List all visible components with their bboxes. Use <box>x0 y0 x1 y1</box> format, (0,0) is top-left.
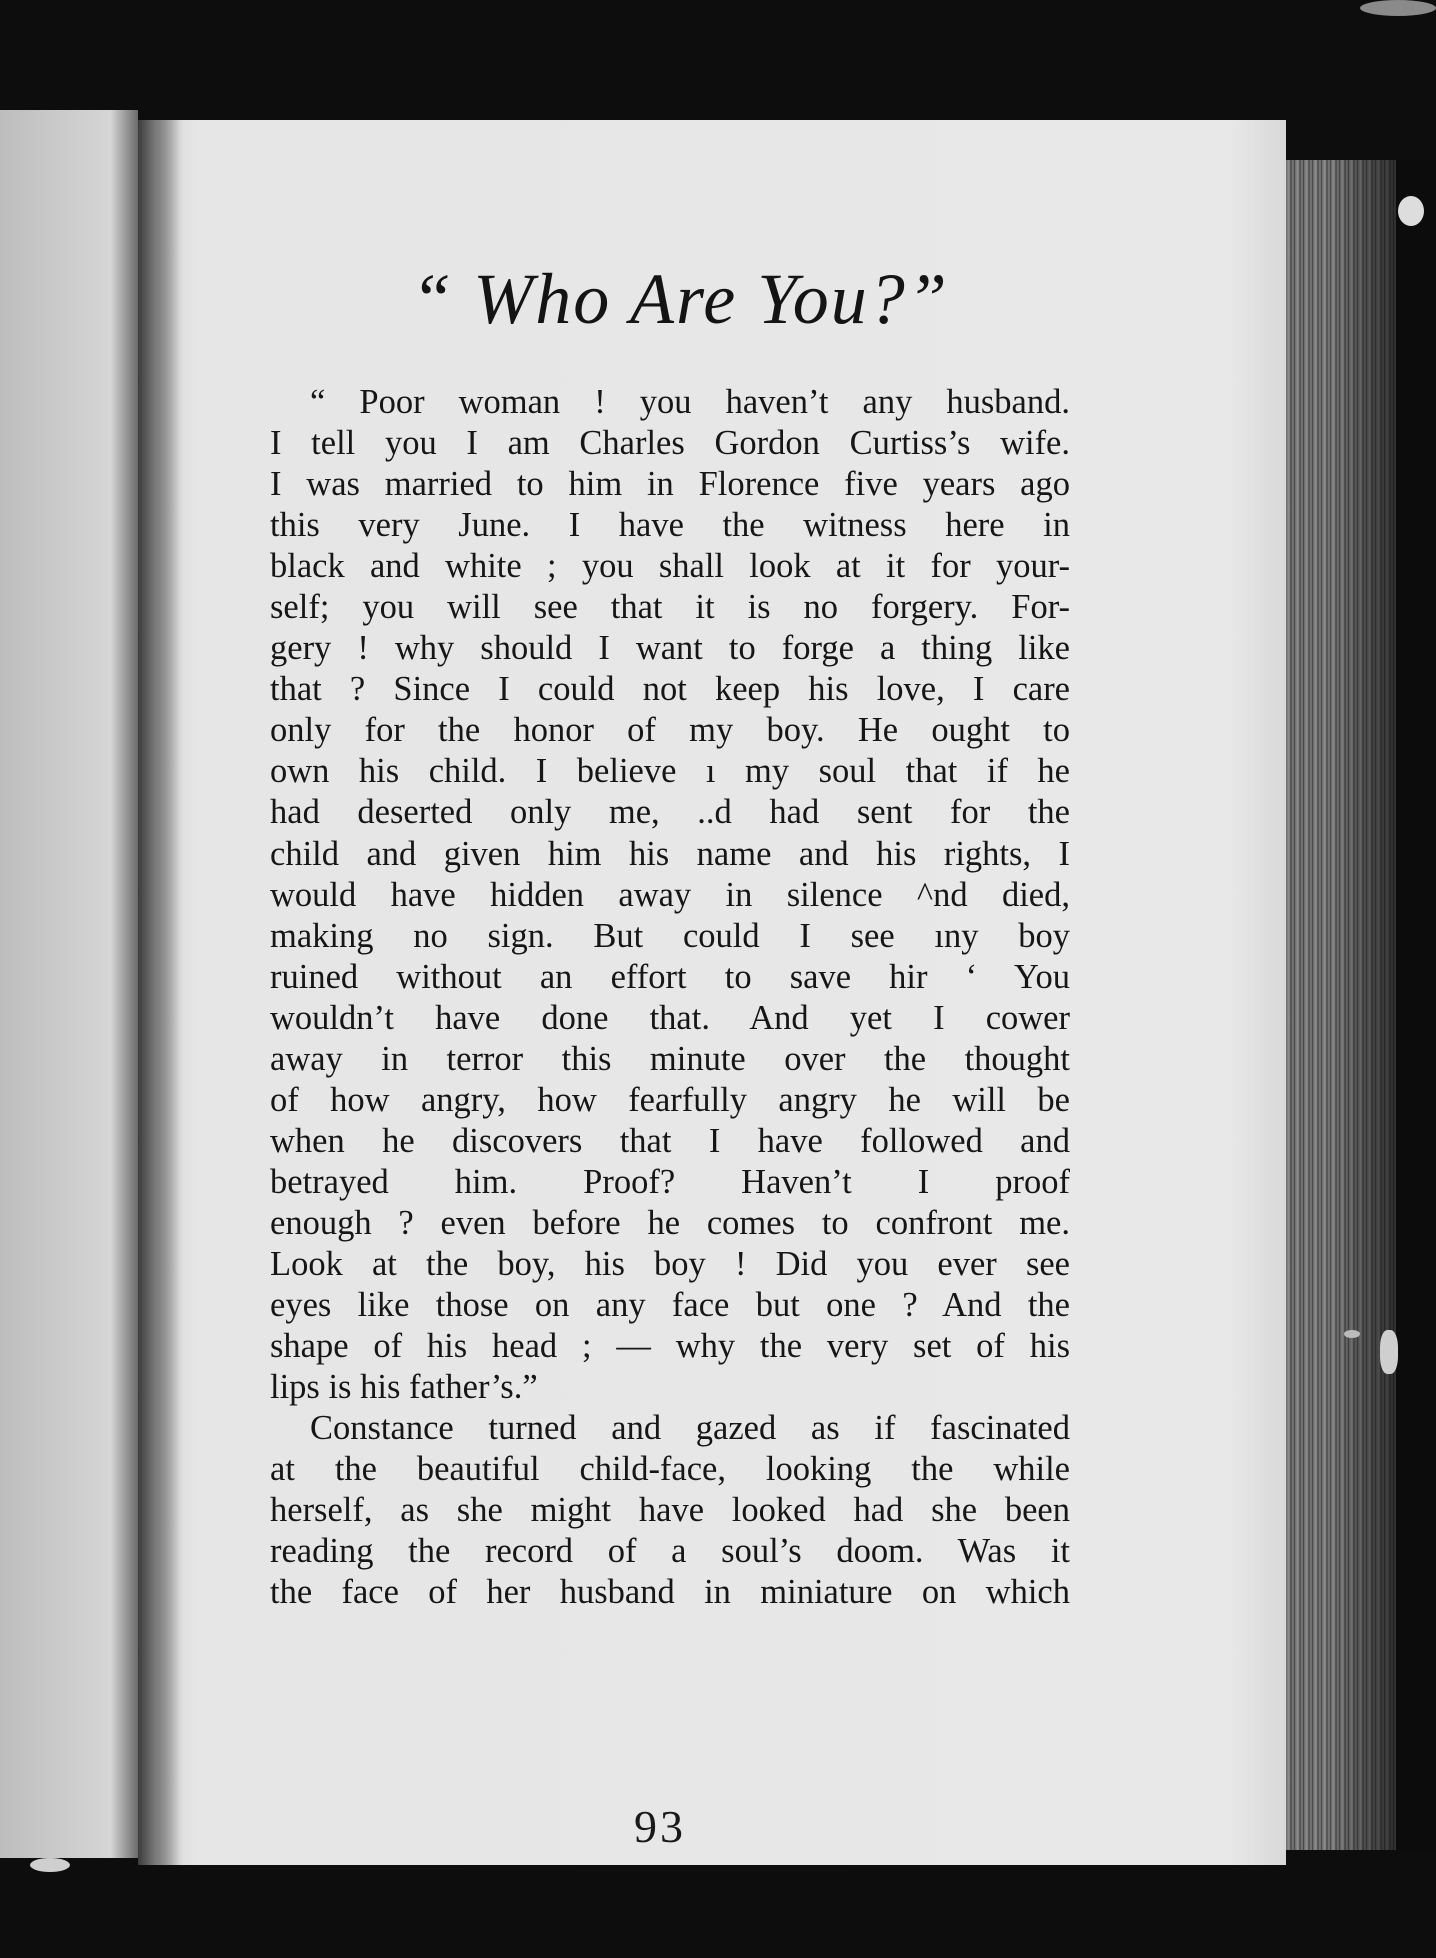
text-line: self; you will see that it is no forgery. For- <box>270 588 1070 627</box>
text-line: Constance turned and gazed as if fascinated <box>310 1409 1070 1448</box>
text-line: at the beautiful child-face, looking the while <box>270 1450 1070 1489</box>
text-line: enough ? even before he comes to confront me. <box>270 1203 1070 1242</box>
text-line: would have hidden away in silence ^nd died, <box>270 875 1070 914</box>
text-line: the face of her husband in miniature on which <box>270 1573 1070 1612</box>
text-line: “ Poor woman ! you haven’t any husband. <box>310 383 1070 421</box>
scan-speck <box>1360 0 1436 16</box>
text-line: I tell you I am Charles Gordon Curtiss’s wife. <box>270 424 1070 463</box>
chapter-title: “ Who Are You?” <box>411 259 949 339</box>
left-facing-page <box>0 110 138 1858</box>
text-line: that ? Since I could not keep his love, I care <box>270 670 1070 709</box>
text-line: own his child. I believe ı my soul that if he <box>270 752 1070 791</box>
text-line: gery ! why should I want to forge a thing like <box>270 629 1070 668</box>
scan-speck <box>1380 1330 1398 1374</box>
text-line: I was married to him in Florence five years ago <box>270 465 1070 504</box>
body-text <box>270 382 1070 1613</box>
text-line: lips is his father’s.” <box>270 1368 538 1407</box>
text-line: away in terror this minute over the thought <box>270 1039 1070 1078</box>
text-line: eyes like those on any face but one ? And the <box>270 1286 1070 1325</box>
page-edges-shadow <box>1330 160 1436 1850</box>
scan-speck <box>1398 196 1424 226</box>
text-line: when he discovers that I have followed and <box>270 1121 1070 1160</box>
text-line: of how angry, how fearfully angry he will be <box>270 1080 1070 1119</box>
text-line: shape of his head ; — why the very set of his <box>270 1327 1070 1366</box>
scan-speck <box>1344 1330 1360 1338</box>
text-line: only for the honor of my boy. He ought to <box>270 711 1070 750</box>
text-line: this very June. I have the witness here in <box>270 506 1070 545</box>
text-line: black and white ; you shall look at it for your- <box>270 547 1070 586</box>
text-line: wouldn’t have done that. And yet I cower <box>270 998 1070 1037</box>
gutter-shadow <box>138 120 182 1865</box>
text-line: ruined without an effort to save hir ʻ You <box>270 957 1070 996</box>
scan-speck <box>30 1858 70 1872</box>
text-line: making no sign. But could I see ıny boy <box>270 916 1070 955</box>
text-line: reading the record of a soul’s doom. Was it <box>270 1532 1070 1571</box>
text-line: herself, as she might have looked had she been <box>270 1491 1070 1530</box>
text-line: child and given him his name and his rights, I <box>270 834 1070 873</box>
page-number: 93 <box>634 1801 686 1852</box>
text-line: had deserted only me, ..d had sent for the <box>270 793 1070 832</box>
text-line: betrayed him. Proof? Haven’t I proof <box>270 1162 1070 1201</box>
text-line: Look at the boy, his boy ! Did you ever see <box>270 1244 1070 1283</box>
